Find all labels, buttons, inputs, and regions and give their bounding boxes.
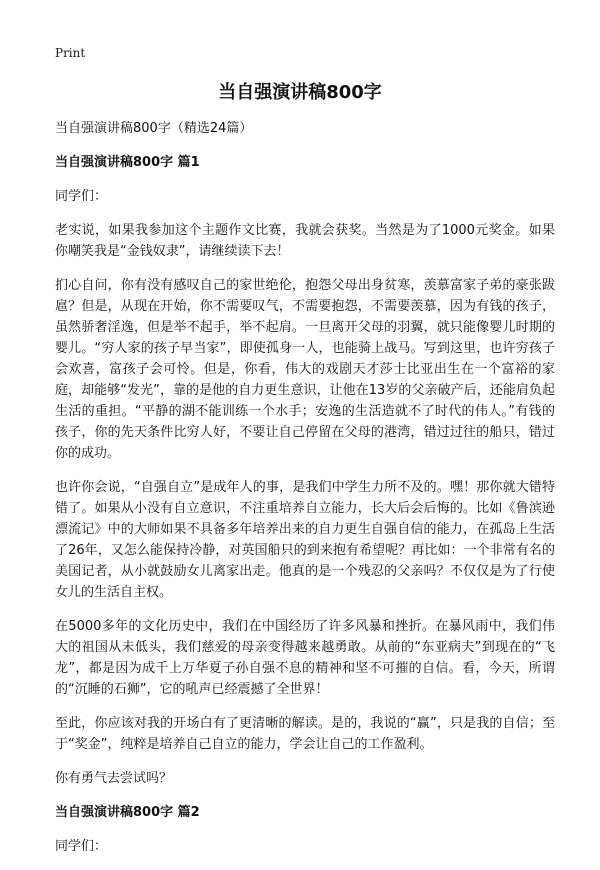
paragraph: 至此，你应该对我的开场白有了更清晰的解读。是的，我说的“赢”，只是我的自信；至于“奖金”，纯粹是培养自己自立的能力，学会让自己的工作盈利。 <box>55 716 555 752</box>
document-body <box>55 118 555 870</box>
section-heading: 当自强演讲稿800字 篇2 <box>55 805 200 820</box>
paragraph: 同学们： <box>55 189 108 204</box>
paragraph: 老实说，如果我参加这个主题作文比赛，我就会获奖。当然是为了1000元奖金。如果你嘲笑我是“金钱奴隶”，请继续读下去！ <box>55 223 555 259</box>
paragraph: 也许你会说，“自强自立”是成年人的事，是我们中学生力所不及的。嘿！那你就大错特错了。如果从小没有自立意识，不注重培养自立能力，长大后会后悔的。比如《鲁滨逊漂流记》中的大师如果不具备多年培养出来的自力更生自强自信的能力，在孤岛上生活了26年，又怎么能保持冷静，对英国船只的到来抱有希望呢？再比如：一个非常有名的美国记者，从小就鼓励女儿离家出走。他真的是一个残忍的父亲吗？不仅仅是为了行使女儿的生活自主权。 <box>55 480 555 600</box>
paragraph: 你有勇气去尝试吗？ <box>55 771 173 786</box>
paragraph: 同学们： <box>55 839 108 854</box>
paragraph: 扪心自问，你有没有感叹自己的家世绝伦，抱怨父母出身贫寒，羡慕富家子弟的豪张跋扈？但是，从现在开始，你不需要叹气，不需要抱怨，不需要羡慕，因为有钱的孩子，虽然骄奢淫逸，但是举不起手，举不起肩。一旦离开父母的羽翼，就只能像婴儿时期的婴儿。“穷人家的孩子早当家”，即使孤身一人，也能骑上战马。写到这里，也许穷孩子会欢喜，富孩子会可怜。但是，你看，伟大的戏剧天才莎士比亚出生在一个富裕的家庭，却能够“发光”，靠的是他的自力更生意识，让他在13岁的父亲破产后，还能肩负起生活的重担。“平静的湖不能训练一个水手；安逸的生活造就不了时代的伟人。”有钱的孩子，你的先天条件比穷人好，不要让自己停留在父母的港湾，错过过往的船只，错过你的成功。 <box>55 278 555 461</box>
document-subtitle: 当自强演讲稿800字（精选24篇） <box>55 121 253 136</box>
paragraph: 在5000多年的文化历史中，我们在中国经历了许多风暴和挫折。在暴风雨中，我们伟大的祖国从未低头，我们慈爱的母亲变得越来越勇敢。从前的“东亚病夫”到现在的“飞龙”，都是因为成千上万华夏子孙自强不息的精神和坚不可摧的自信。看，今天，所谓的“沉睡的石狮”，它的吼声已经震撼了全世界！ <box>55 619 555 697</box>
document-title: 当自强演讲稿800字 <box>218 82 382 103</box>
section-heading: 当自强演讲稿800字 篇1 <box>55 155 200 170</box>
print-link[interactable]: Print <box>55 46 86 60</box>
